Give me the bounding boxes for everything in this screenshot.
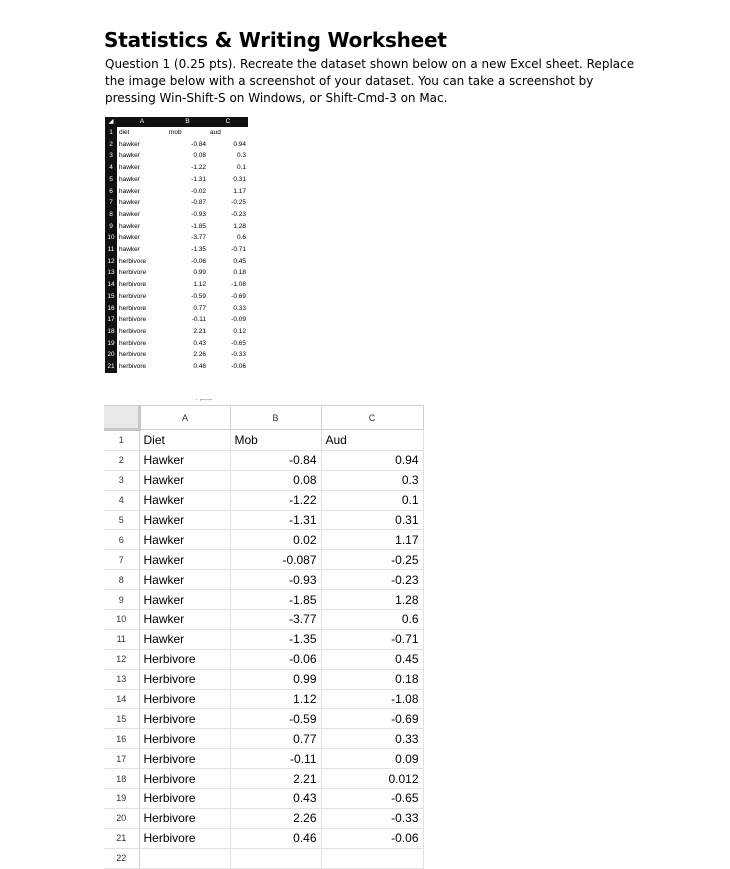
original-row-number: 5 — [105, 174, 117, 186]
cell-diet[interactable] — [139, 848, 230, 868]
original-cell-aud: aud — [210, 129, 221, 136]
cell-diet[interactable]: Herbivore — [139, 649, 230, 669]
cell-mob[interactable]: -0.06 — [230, 649, 321, 669]
row-number[interactable]: 6 — [104, 530, 139, 550]
original-cell-diet: herbivore — [119, 351, 147, 359]
cell-aud[interactable]: 0.31 — [321, 510, 423, 530]
original-cell-diet: herbivore — [119, 304, 147, 312]
cell-diet[interactable]: Hawker — [139, 570, 230, 590]
row-number[interactable]: 18 — [104, 769, 139, 789]
original-table-row — [105, 267, 248, 279]
original-cell-mob: -0.84 — [191, 140, 206, 148]
cell-mob[interactable]: -3.77 — [230, 610, 321, 630]
row-number[interactable]: 21 — [104, 828, 139, 848]
column-header-row — [104, 406, 423, 430]
table-row — [104, 729, 423, 749]
original-row-number: 9 — [105, 221, 117, 233]
cell-diet[interactable]: Herbivore — [139, 669, 230, 689]
original-row-number: 17 — [105, 314, 117, 326]
cell-diet[interactable]: Herbivore — [139, 828, 230, 848]
original-cell-aud: -1.08 — [231, 281, 246, 289]
cell-diet[interactable]: Hawker — [139, 450, 230, 470]
original-cell-aud: -0.09 — [231, 316, 246, 324]
cell-diet[interactable]: Herbivore — [139, 769, 230, 789]
row-number[interactable]: 22 — [104, 848, 139, 868]
table-row — [104, 649, 423, 669]
table-row — [104, 510, 423, 530]
cell-mob[interactable] — [230, 848, 321, 868]
original-row-number: 10 — [105, 232, 117, 244]
row-number[interactable]: 20 — [104, 808, 139, 828]
question-text: Question 1 (0.25 pts). Recreate the dataset shown below on a new Excel sheet. Replace the image below with a screenshot of your dataset. You can take a screenshot by pressing Win-Shift-S on Windows, or Shift-Cmd-3 on Mac. — [105, 57, 635, 105]
cell-mob[interactable]: -1.35 — [230, 629, 321, 649]
cell-mob[interactable]: 2.21 — [230, 769, 321, 789]
original-row-number: 16 — [105, 303, 117, 315]
original-cell-mob: 0.77 — [193, 304, 206, 312]
row-number[interactable]: 14 — [104, 689, 139, 709]
original-table-row — [105, 127, 248, 139]
original-cell-mob: 1.12 — [193, 281, 206, 289]
original-cell-diet: herbivore — [119, 339, 147, 347]
cell-mob[interactable]: 0.99 — [230, 669, 321, 689]
original-cell-diet: herbivore — [119, 327, 147, 335]
cell-mob[interactable]: -0.11 — [230, 749, 321, 769]
row-number[interactable]: 8 — [104, 570, 139, 590]
original-cell-mob: 2.21 — [193, 327, 206, 335]
original-cell-aud: 0.31 — [233, 175, 246, 183]
original-dataset-image — [105, 117, 248, 373]
original-table-row — [105, 139, 248, 151]
cell-diet[interactable]: Diet — [139, 430, 230, 451]
original-cell-aud: 0.18 — [233, 269, 246, 277]
original-table-row — [105, 303, 248, 315]
original-cell-mob: -3.77 — [191, 234, 206, 242]
cell-mob[interactable]: 2.26 — [230, 808, 321, 828]
original-row-number: 20 — [105, 349, 117, 361]
table-row — [104, 669, 423, 689]
original-cell-diet: hawker — [119, 164, 140, 172]
cell-aud[interactable]: Aud — [321, 430, 423, 451]
original-cell-diet: hawker — [119, 175, 140, 183]
row-number[interactable]: 10 — [104, 610, 139, 630]
table-row — [104, 550, 423, 570]
original-cell-aud: 0.6 — [236, 234, 246, 242]
worksheet-title: Statistics & Writing Worksheet — [104, 28, 447, 52]
cell-diet[interactable]: Hawker — [139, 629, 230, 649]
table-row — [104, 490, 423, 510]
original-row-number: 19 — [105, 338, 117, 350]
original-table-row — [105, 256, 248, 268]
cell-aud[interactable]: -0.25 — [321, 550, 423, 570]
cell-aud[interactable]: 0.1 — [321, 490, 423, 510]
original-table-row — [105, 361, 248, 373]
cell-aud[interactable]: 0.18 — [321, 669, 423, 689]
original-cell-mob: -0.02 — [191, 187, 206, 195]
table-row — [104, 769, 423, 789]
row-number[interactable]: 15 — [104, 709, 139, 729]
original-row-number: 13 — [105, 267, 117, 279]
original-cell-diet: diet — [119, 129, 130, 136]
cell-aud[interactable]: -0.06 — [321, 828, 423, 848]
cell-mob[interactable]: -1.31 — [230, 510, 321, 530]
original-cell-diet: hawker — [119, 187, 140, 195]
original-cell-diet: hawker — [119, 210, 140, 218]
cell-aud[interactable]: -0.65 — [321, 789, 423, 809]
original-row-number: 6 — [105, 186, 117, 198]
select-all-corner: ◢ — [105, 117, 117, 127]
recreated-dataset-table — [104, 405, 424, 869]
cell-aud[interactable]: 0.012 — [321, 769, 423, 789]
original-cell-aud: 0.33 — [233, 304, 246, 312]
original-cell-aud: 0.94 — [233, 140, 246, 148]
original-cell-mob: -0.11 — [191, 316, 206, 324]
cell-diet[interactable]: Herbivore — [139, 749, 230, 769]
cell-aud[interactable]: -0.69 — [321, 709, 423, 729]
original-cell-mob: -0.87 — [191, 199, 206, 207]
cell-aud[interactable]: -0.23 — [321, 570, 423, 590]
table-row — [104, 470, 423, 490]
original-row-number: 12 — [105, 256, 117, 268]
cell-mob[interactable]: 0.43 — [230, 789, 321, 809]
column-header-c[interactable]: C — [321, 406, 423, 430]
table-row — [104, 749, 423, 769]
row-number[interactable]: 4 — [104, 490, 139, 510]
table-row — [104, 828, 423, 848]
original-table-row — [105, 221, 248, 233]
original-cell-diet: hawker — [119, 152, 140, 160]
original-cell-aud: -0.69 — [231, 292, 246, 300]
original-cell-aud: 1.17 — [233, 187, 246, 195]
row-number[interactable]: 19 — [104, 789, 139, 809]
cell-diet[interactable]: Hawker — [139, 530, 230, 550]
original-cell-mob: -1.85 — [191, 222, 206, 230]
recreated-spreadsheet[interactable] — [104, 405, 424, 869]
original-row-number: 2 — [105, 139, 117, 151]
original-table-row — [105, 349, 248, 361]
table-row — [104, 590, 423, 610]
cell-diet[interactable]: Hawker — [139, 490, 230, 510]
row-number[interactable]: 12 — [104, 649, 139, 669]
original-row-number: 7 — [105, 197, 117, 209]
cell-aud[interactable]: 0.3 — [321, 470, 423, 490]
original-cell-diet: herbivore — [119, 281, 147, 289]
original-cell-aud: 0.45 — [233, 257, 246, 265]
cell-mob[interactable]: -1.85 — [230, 590, 321, 610]
original-table-row — [105, 197, 248, 209]
original-cell-aud: -0.25 — [231, 199, 246, 207]
cell-aud[interactable] — [321, 848, 423, 868]
cell-aud[interactable]: 0.6 — [321, 610, 423, 630]
cell-aud[interactable]: 0.45 — [321, 649, 423, 669]
cell-diet[interactable]: Hawker — [139, 510, 230, 530]
original-cell-diet: hawker — [119, 222, 140, 230]
original-cell-diet: herbivore — [119, 316, 147, 324]
cell-diet[interactable]: Hawker — [139, 550, 230, 570]
original-cell-diet: hawker — [119, 140, 140, 148]
original-table-row — [105, 162, 248, 174]
cell-aud[interactable]: -0.71 — [321, 629, 423, 649]
original-cell-mob: -1.22 — [191, 164, 206, 172]
table-row — [104, 430, 423, 451]
cell-aud[interactable]: 0.94 — [321, 450, 423, 470]
original-cell-mob: -0.93 — [191, 210, 206, 218]
table-row — [104, 570, 423, 590]
table-row — [104, 689, 423, 709]
original-cell-aud: 0.12 — [233, 327, 246, 335]
original-row-number: 11 — [105, 244, 117, 256]
row-number[interactable]: 17 — [104, 749, 139, 769]
original-table-row — [105, 314, 248, 326]
cell-mob[interactable]: Mob — [230, 430, 321, 451]
cell-aud[interactable]: -1.08 — [321, 689, 423, 709]
original-row-number: 14 — [105, 279, 117, 291]
row-number[interactable]: 16 — [104, 729, 139, 749]
original-cell-mob: -1.31 — [191, 175, 206, 183]
table-row — [104, 610, 423, 630]
original-cell-mob: 0.43 — [193, 339, 206, 347]
original-cell-mob: -0.59 — [191, 292, 206, 300]
original-table-row — [105, 291, 248, 303]
row-number[interactable]: 9 — [104, 590, 139, 610]
original-cell-aud: -0.71 — [231, 246, 246, 254]
original-row-number: 8 — [105, 209, 117, 221]
original-cell-diet: herbivore — [119, 363, 147, 371]
original-row-number: 3 — [105, 150, 117, 162]
original-col-header: A — [117, 117, 167, 127]
row-number[interactable]: 3 — [104, 470, 139, 490]
cell-diet[interactable]: Hawker — [139, 590, 230, 610]
cell-mob[interactable]: -0.84 — [230, 450, 321, 470]
original-cell-aud: -0.33 — [231, 351, 246, 359]
original-row-number: 18 — [105, 326, 117, 338]
cell-aud[interactable]: 0.33 — [321, 729, 423, 749]
original-table-row — [105, 232, 248, 244]
original-table-row — [105, 279, 248, 291]
cell-diet[interactable]: Hawker — [139, 610, 230, 630]
original-dataset-table — [105, 117, 248, 373]
cell-mob[interactable]: -0.59 — [230, 709, 321, 729]
original-row-number: 1 — [105, 127, 117, 139]
original-table-row — [105, 186, 248, 198]
original-cell-aud: -0.06 — [231, 363, 246, 371]
cell-mob[interactable]: 0.77 — [230, 729, 321, 749]
cell-aud[interactable]: 0.09 — [321, 749, 423, 769]
original-col-header-row — [105, 117, 248, 127]
image-anchor-mark: · ⌐— — [195, 395, 213, 404]
cell-diet[interactable]: Herbivore — [139, 729, 230, 749]
table-row — [104, 530, 423, 550]
column-header-b[interactable]: B — [230, 406, 321, 430]
original-col-header: B — [167, 117, 208, 127]
cell-diet[interactable]: Herbivore — [139, 709, 230, 729]
cell-mob[interactable]: -1.22 — [230, 490, 321, 510]
cell-mob[interactable]: 0.08 — [230, 470, 321, 490]
table-row-partial — [104, 848, 423, 868]
original-cell-aud: 1.28 — [233, 222, 246, 230]
original-row-number: 4 — [105, 162, 117, 174]
original-cell-aud: -0.65 — [231, 339, 246, 347]
original-cell-mob: -0.06 — [191, 257, 206, 265]
original-cell-diet: hawker — [119, 246, 140, 254]
original-table-row — [105, 150, 248, 162]
original-table-row — [105, 326, 248, 338]
original-cell-diet: hawker — [119, 234, 140, 242]
cell-mob[interactable]: -0.93 — [230, 570, 321, 590]
cell-mob[interactable]: 0.46 — [230, 828, 321, 848]
cell-diet[interactable]: Herbivore — [139, 808, 230, 828]
original-cell-aud: -0.23 — [231, 210, 246, 218]
table-row — [104, 789, 423, 809]
row-number[interactable]: 5 — [104, 510, 139, 530]
table-row — [104, 808, 423, 828]
row-number[interactable]: 2 — [104, 450, 139, 470]
original-table-row — [105, 338, 248, 350]
table-row — [104, 450, 423, 470]
original-row-number: 21 — [105, 361, 117, 373]
cell-aud[interactable]: 1.28 — [321, 590, 423, 610]
row-number[interactable]: 13 — [104, 669, 139, 689]
original-cell-mob: 0.46 — [193, 363, 206, 371]
original-cell-diet: herbivore — [119, 269, 147, 277]
original-cell-diet: herbivore — [119, 257, 147, 265]
original-table-row — [105, 174, 248, 186]
cell-aud[interactable]: 1.17 — [321, 530, 423, 550]
original-cell-diet: herbivore — [119, 292, 147, 300]
cell-mob[interactable]: 0.02 — [230, 530, 321, 550]
row-number[interactable]: 1 — [104, 430, 139, 451]
cell-aud[interactable]: -0.33 — [321, 808, 423, 828]
row-number[interactable]: 7 — [104, 550, 139, 570]
cell-diet[interactable]: Hawker — [139, 470, 230, 490]
original-table-row — [105, 244, 248, 256]
original-cell-mob: 0.99 — [193, 269, 206, 277]
original-col-header: C — [208, 117, 248, 127]
original-cell-aud: 0.1 — [236, 164, 246, 172]
cell-diet[interactable]: Herbivore — [139, 789, 230, 809]
row-number[interactable]: 11 — [104, 629, 139, 649]
original-cell-mob: mob — [169, 129, 182, 136]
original-cell-mob: 0.08 — [193, 152, 206, 160]
cell-mob[interactable]: -0.087 — [230, 550, 321, 570]
original-cell-mob: -1.35 — [191, 246, 206, 254]
table-row — [104, 709, 423, 729]
original-cell-mob: 2.26 — [193, 351, 206, 359]
original-row-number: 15 — [105, 291, 117, 303]
table-row — [104, 629, 423, 649]
original-cell-diet: hawker — [119, 199, 140, 207]
column-header-a[interactable]: A — [139, 406, 230, 430]
cell-diet[interactable]: Herbivore — [139, 689, 230, 709]
cell-mob[interactable]: 1.12 — [230, 689, 321, 709]
original-cell-aud: 0.3 — [236, 152, 246, 160]
select-all-corner[interactable] — [104, 406, 139, 430]
original-table-row — [105, 209, 248, 221]
